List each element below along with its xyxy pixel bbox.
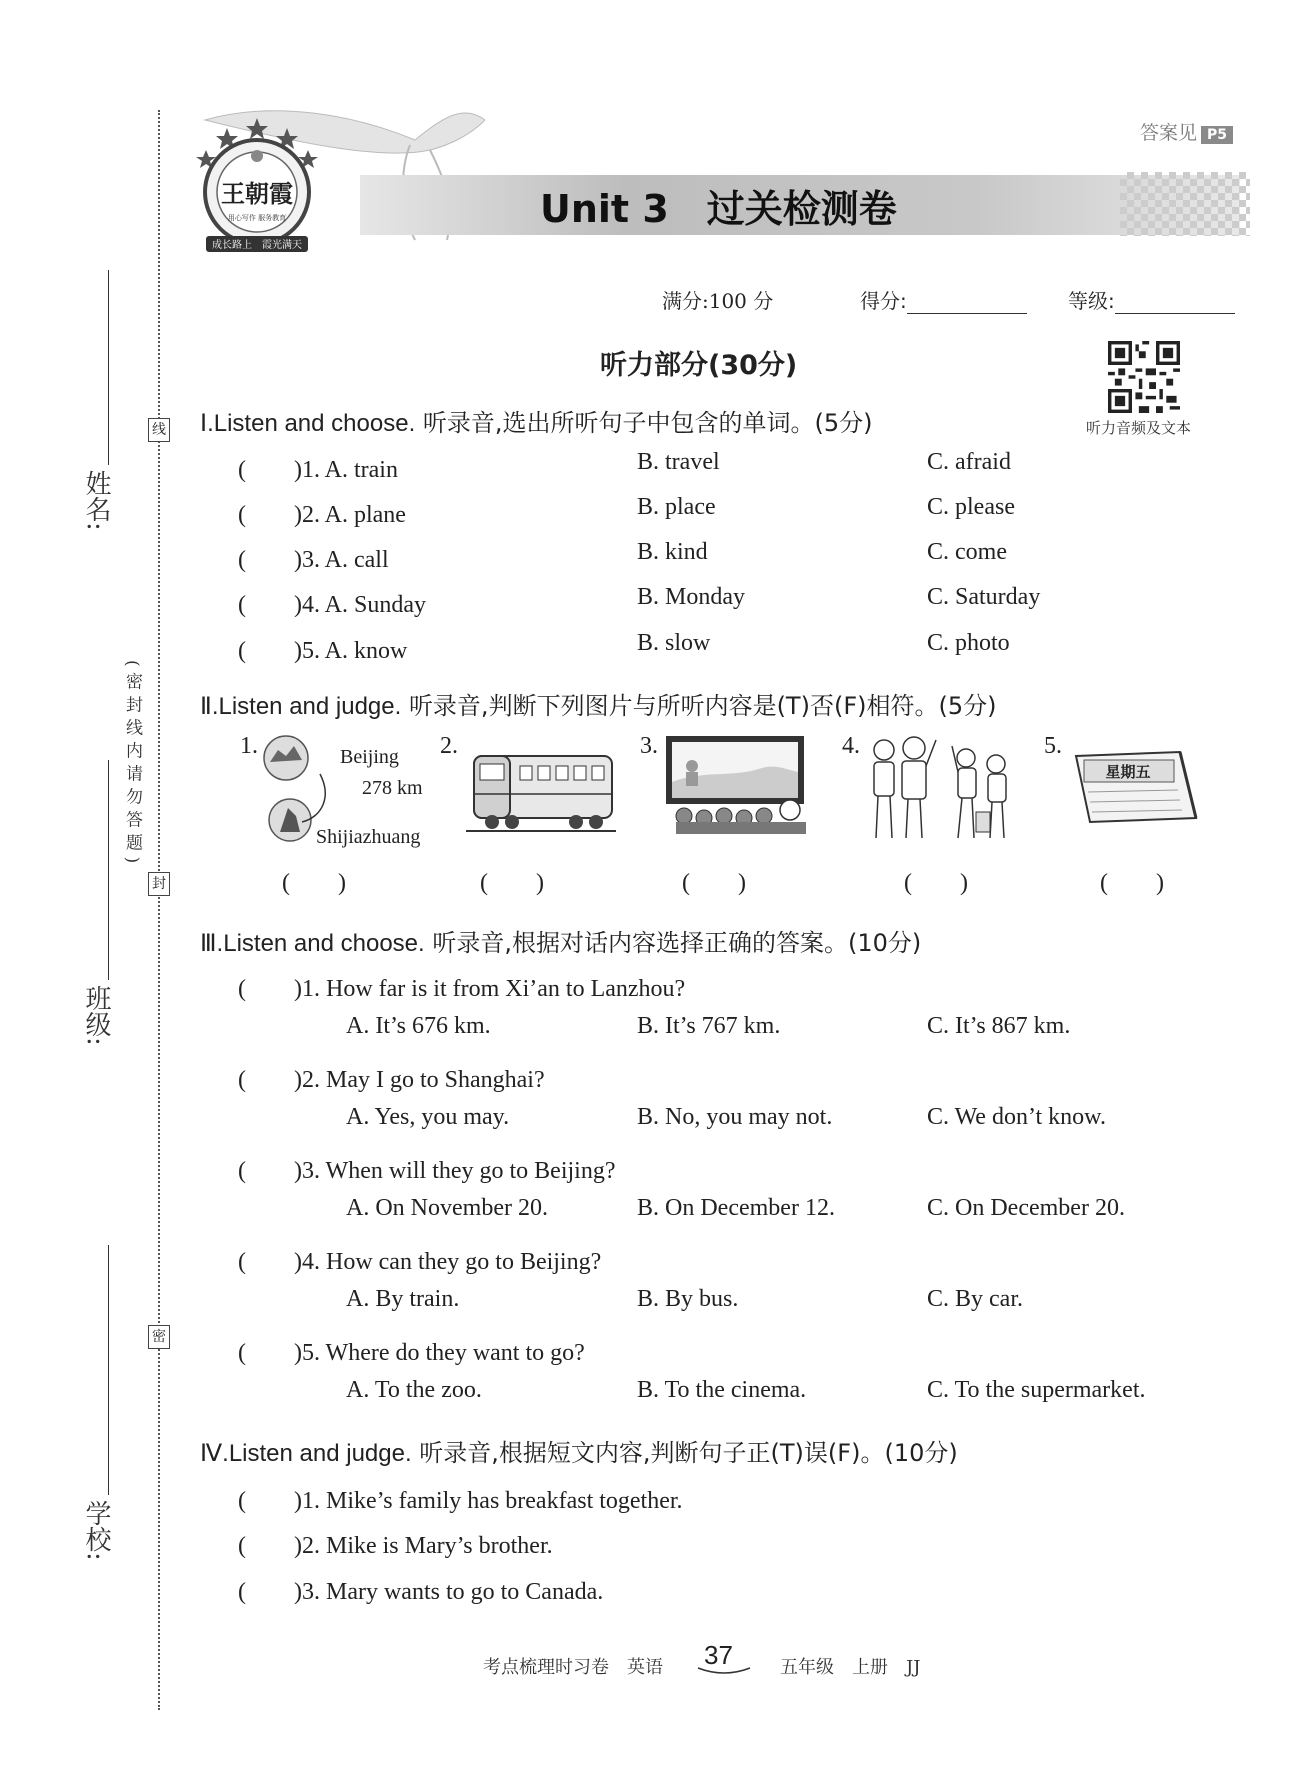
pic3-answer[interactable]: ( ) bbox=[682, 870, 746, 896]
footer-right: 五年级 上册 JJ bbox=[780, 1657, 921, 1678]
pic2-answer[interactable]: ( ) bbox=[480, 870, 544, 896]
map-distance: 278 km bbox=[362, 777, 423, 799]
part3-q1[interactable]: ( )1. How far is it from Xi’an to Lanzhou? bbox=[238, 976, 686, 1002]
part3-q4[interactable]: ( )4. How can they go to Beijing? bbox=[238, 1249, 602, 1275]
part3-q5[interactable]: ( )5. Where do they want to go? bbox=[238, 1340, 585, 1366]
name-blank[interactable] bbox=[108, 270, 109, 465]
part4-q3[interactable]: ( )3. Mary wants to go to Canada. bbox=[238, 1579, 604, 1605]
page-number-underline bbox=[696, 1666, 752, 1676]
publisher-logo bbox=[192, 110, 322, 260]
answer-page-tag: P5 bbox=[1201, 126, 1233, 144]
part1-q1-c: C. afraid bbox=[927, 449, 1011, 475]
class-blank[interactable] bbox=[108, 760, 109, 980]
pic2-train bbox=[466, 738, 616, 838]
part3-q2[interactable]: ( )2. May I go to Shanghai? bbox=[238, 1067, 545, 1093]
full-score: 满分:100 分 bbox=[662, 289, 774, 313]
part1-q1-b: B. travel bbox=[637, 449, 720, 475]
school-blank[interactable] bbox=[108, 1245, 109, 1495]
seal-mark-secret: 密 bbox=[148, 1325, 170, 1349]
page-title: Unit 3 过关检测卷 bbox=[540, 187, 897, 231]
answer-reference: 答案见 P5 bbox=[1140, 118, 1233, 145]
qr-caption: 听力音频及文本 bbox=[1086, 419, 1192, 437]
calendar-text: 星期五 bbox=[1105, 763, 1151, 781]
score-blank[interactable] bbox=[907, 291, 1027, 314]
part3-q4-b: B. By bus. bbox=[637, 1286, 739, 1312]
qr-code-icon[interactable] bbox=[1108, 341, 1180, 413]
part3-q2-c: C. We don’t know. bbox=[927, 1104, 1106, 1130]
pic-number-1: 1. bbox=[240, 733, 258, 759]
part1-q5-c: C. photo bbox=[927, 630, 1010, 656]
part1-q5-b: B. slow bbox=[637, 630, 711, 656]
part1-q2[interactable]: ( )2. A. plane bbox=[238, 502, 406, 528]
part3-q3[interactable]: ( )3. When will they go to Beijing? bbox=[238, 1158, 616, 1184]
part4-heading: Ⅳ.Listen and judge. 听录音,根据短文内容,判断句子正(T)误(F)。(10分) bbox=[200, 1439, 958, 1467]
grade-blank[interactable] bbox=[1115, 291, 1235, 314]
svg-text:霞光满天: 霞光满天 bbox=[262, 240, 302, 251]
map-city-1: Beijing bbox=[340, 746, 399, 768]
footer-left: 考点梳理时习卷 英语 bbox=[483, 1657, 663, 1678]
svg-text:用心写作 服务教育: 用心写作 服务教育 bbox=[227, 214, 287, 222]
part3-heading: Ⅲ.Listen and choose. 听录音,根据对话内容选择正确的答案。(10分) bbox=[200, 929, 922, 957]
pic-number-4: 4. bbox=[842, 733, 860, 759]
part3-q1-b: B. It’s 767 km. bbox=[637, 1013, 781, 1039]
part1-q4-b: B. Monday bbox=[637, 584, 745, 610]
pic4-family bbox=[862, 730, 1022, 846]
seal-mark-line: 线 bbox=[148, 418, 170, 442]
school-label: 学校: bbox=[81, 1500, 111, 1561]
page-number: 37 bbox=[704, 1640, 733, 1670]
part3-q3-c: C. On December 20. bbox=[927, 1195, 1125, 1221]
part3-q4-a: A. By train. bbox=[346, 1286, 460, 1312]
class-label: 班级: bbox=[81, 985, 111, 1046]
part3-q5-c: C. To the supermarket. bbox=[927, 1377, 1146, 1403]
seal-mark-seal: 封 bbox=[148, 872, 170, 896]
checker-decoration bbox=[1120, 172, 1250, 236]
pic1-map bbox=[262, 732, 442, 852]
pic-number-5: 5. bbox=[1044, 733, 1062, 759]
pic-number-2: 2. bbox=[440, 733, 458, 759]
part3-q1-c: C. It’s 867 km. bbox=[927, 1013, 1071, 1039]
grade-field: 等级: bbox=[1068, 285, 1235, 314]
part1-q1[interactable]: ( )1. A. train bbox=[238, 457, 398, 483]
part1-q2-c: C. please bbox=[927, 494, 1015, 520]
part1-heading: Ⅰ.Listen and choose. 听录音,选出所听句子中包含的单词。(5分) bbox=[200, 409, 873, 437]
part3-q3-a: A. On November 20. bbox=[346, 1195, 548, 1221]
part3-q2-b: B. No, you may not. bbox=[637, 1104, 833, 1130]
part1-q5[interactable]: ( )5. A. know bbox=[238, 638, 408, 664]
pic4-answer[interactable]: ( ) bbox=[904, 870, 968, 896]
part1-q3-c: C. come bbox=[927, 539, 1007, 565]
logo-name: 王朝霞 bbox=[221, 179, 293, 208]
svg-text:成长路上: 成长路上 bbox=[212, 240, 252, 251]
part1-q4[interactable]: ( )4. A. Sunday bbox=[238, 592, 426, 618]
map-city-2: Shijiazhuang bbox=[316, 826, 421, 848]
part1-q3[interactable]: ( )3. A. call bbox=[238, 547, 389, 573]
part3-q2-a: A. Yes, you may. bbox=[346, 1104, 510, 1130]
score-field: 得分: bbox=[860, 285, 1027, 314]
part1-q4-c: C. Saturday bbox=[927, 584, 1041, 610]
pic1-answer[interactable]: ( ) bbox=[282, 870, 346, 896]
pic5-calendar bbox=[1070, 746, 1200, 826]
seal-notice: (密封线内请勿答题) bbox=[122, 660, 142, 870]
part3-q5-b: B. To the cinema. bbox=[637, 1377, 807, 1403]
part3-q4-c: C. By car. bbox=[927, 1286, 1023, 1312]
part3-q5-a: A. To the zoo. bbox=[346, 1377, 482, 1403]
listening-section-title: 听力部分(30分) bbox=[600, 350, 798, 381]
part4-q2[interactable]: ( )2. Mike is Mary’s brother. bbox=[238, 1533, 553, 1559]
pic3-cinema bbox=[662, 732, 812, 836]
part1-q3-b: B. kind bbox=[637, 539, 708, 565]
part2-heading: Ⅱ.Listen and judge. 听录音,判断下列图片与所听内容是(T)否(F)相符。(5分) bbox=[200, 692, 997, 720]
name-label: 姓名: bbox=[81, 470, 111, 531]
part3-q1-a: A. It’s 676 km. bbox=[346, 1013, 491, 1039]
part3-q3-b: B. On December 12. bbox=[637, 1195, 835, 1221]
part1-q2-b: B. place bbox=[637, 494, 716, 520]
pic-number-3: 3. bbox=[640, 733, 658, 759]
binding-dotted-line bbox=[158, 110, 160, 1710]
pic5-answer[interactable]: ( ) bbox=[1100, 870, 1164, 896]
part4-q1[interactable]: ( )1. Mike’s family has breakfast together. bbox=[238, 1488, 683, 1514]
